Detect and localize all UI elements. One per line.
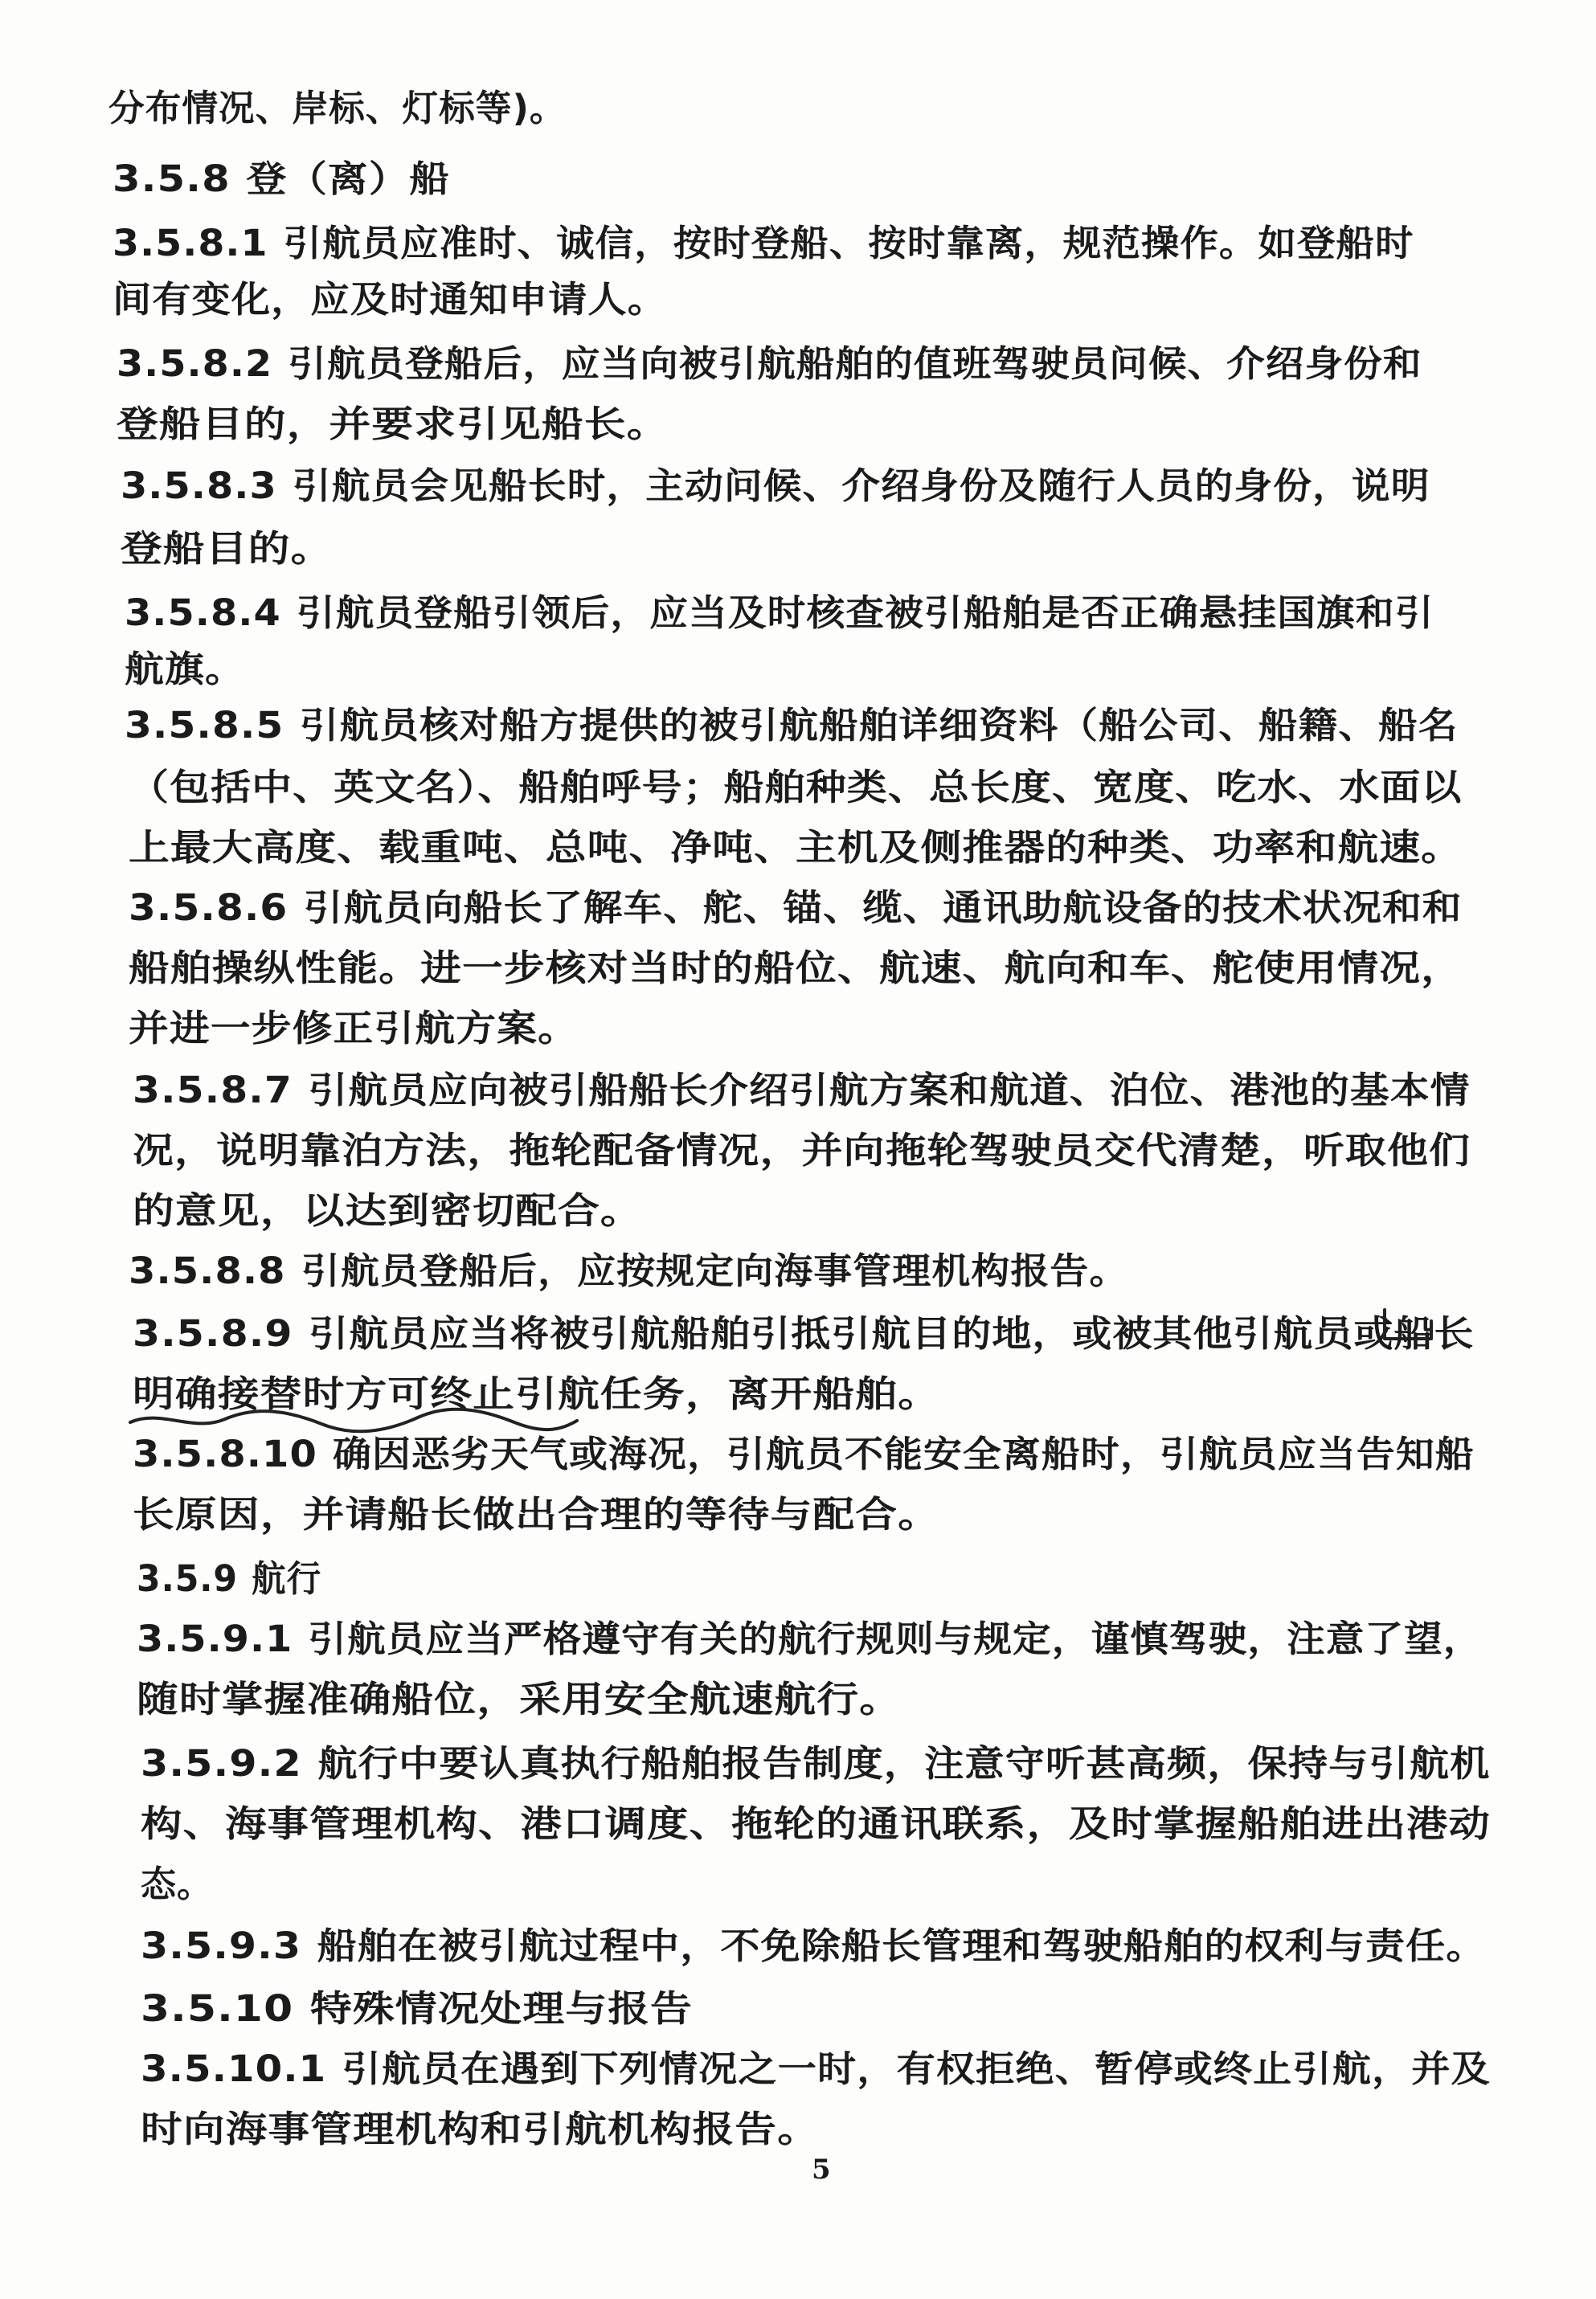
text-line xyxy=(137,1555,321,1603)
line-text: 航行 xyxy=(252,1557,322,1600)
text-line xyxy=(133,1066,1471,1115)
section-number: 3.5.8 xyxy=(113,157,231,200)
text-line xyxy=(108,84,567,133)
line-text: 航旗。 xyxy=(125,648,246,690)
text-line xyxy=(129,944,1463,992)
section-number: 3.5.9.1 xyxy=(137,1618,293,1660)
text-line xyxy=(141,1800,1491,1848)
line-text: 确因恶劣天气或海况，引航员不能安全离船时，引航员应当告知船 xyxy=(333,1433,1475,1475)
section-number: 3.5.8.2 xyxy=(117,342,273,385)
section-number: 3.5.10.1 xyxy=(141,2047,327,2090)
line-text: 航行中要认真执行船舶报告制度，注意守听甚高频，保持与引航机 xyxy=(317,1742,1491,1785)
line-text: 船舶操纵性能。进一步核对当时的船位、航速、航向和车、舵使用情况， xyxy=(129,947,1463,989)
text-line xyxy=(125,702,1459,750)
line-text: 引航员应准时、诚信，按时登船、按时靠离，规范操作。如登船时 xyxy=(283,222,1414,264)
text-line xyxy=(129,1004,579,1053)
text-line xyxy=(129,1247,1129,1295)
text-line xyxy=(133,1430,1475,1479)
section-number: 3.5.8.8 xyxy=(129,1250,286,1292)
line-text: 引航员登船后，应当向被引航船舶的值班驾驶员问候、介绍身份和 xyxy=(288,342,1422,385)
line-text: 引航员应当严格遵守有关的航行规则与规定，谨慎驾驶，注意了望， xyxy=(308,1618,1483,1660)
line-text: 分布情况、岸标、灯标等)。 xyxy=(108,87,567,129)
line-text: 引航员应向被引船船长介绍引航方案和航道、泊位、港池的基本情 xyxy=(308,1069,1471,1111)
line-text: 引航员会见船长时，主动问候、介绍身份及随行人员的身份，说明 xyxy=(292,464,1430,507)
section-number: 3.5.8.9 xyxy=(133,1312,293,1355)
text-line xyxy=(121,525,334,573)
text-line xyxy=(141,1985,693,2033)
line-text: 的意见，以达到密切配合。 xyxy=(133,1189,643,1232)
text-line xyxy=(141,2105,820,2154)
line-text: 明确接替时方可终止引航任务，离开船舶。 xyxy=(133,1372,941,1415)
line-text: 随时掌握准确船位，采用安全航速航行。 xyxy=(137,1678,902,1720)
section-number: 3.5.9.3 xyxy=(141,1925,302,1967)
line-text: 引航员登船引领后，应当及时核查被引船舶是否正确悬挂国旗和引 xyxy=(296,591,1434,634)
line-text: 船舶在被引航过程中，不免除船长管理和驾驶船舶的权利与责任。 xyxy=(317,1925,1487,1967)
text-line xyxy=(141,1740,1491,1788)
line-text: 况，说明靠泊方法，拖轮配备情况，并向拖轮驾驶员交代清楚，听取他们 xyxy=(133,1129,1471,1172)
text-line xyxy=(113,276,667,324)
page-number: 5 xyxy=(812,2154,831,2186)
text-line xyxy=(141,2045,1491,2093)
line-text: 登（离）船 xyxy=(246,157,451,200)
handwritten-bracket-mark xyxy=(1378,1302,1443,1350)
section-number: 3.5.9 xyxy=(137,1557,239,1600)
text-line xyxy=(133,1310,1475,1358)
text-line xyxy=(141,1922,1487,1970)
text-line xyxy=(121,462,1430,510)
line-text: 构、海事管理机构、港口调度、拖轮的通讯联系，及时掌握船舶进出港动 xyxy=(141,1802,1492,1845)
line-text: 登船目的，并要求引见船长。 xyxy=(117,403,669,445)
line-text: 引航员核对船方提供的被引航船舶详细资料（船公司、船籍、船名 xyxy=(299,704,1459,747)
section-number: 3.5.8.3 xyxy=(121,464,277,507)
handwritten-strike-mark xyxy=(129,1405,579,1437)
line-text: 上最大高度、载重吨、总吨、净吨、主机及侧推器的种类、功率和航速。 xyxy=(129,826,1463,869)
line-text: 引航员登船后，应按规定向海事管理机构报告。 xyxy=(301,1250,1129,1292)
line-text: 引航员在遇到下列情况之一时，有权拒绝、暂停或终止引航，并及 xyxy=(342,2047,1491,2090)
text-line xyxy=(133,1491,940,1539)
section-number: 3.5.9.2 xyxy=(141,1742,302,1785)
line-text: 时向海事管理机构和引航机构报告。 xyxy=(141,2108,821,2150)
text-line xyxy=(129,884,1463,932)
section-number: 3.5.8.6 xyxy=(129,886,289,929)
section-number: 3.5.8.10 xyxy=(133,1433,317,1475)
line-text: 并进一步修正引航方案。 xyxy=(129,1007,579,1049)
line-text: 特殊情况处理与报告 xyxy=(309,1987,694,2030)
text-line xyxy=(137,1615,1483,1663)
text-line xyxy=(113,155,450,203)
section-number: 3.5.8.1 xyxy=(113,222,268,264)
line-text: 登船目的。 xyxy=(121,527,334,570)
line-text: 长原因，并请船长做出合理的等待与配合。 xyxy=(133,1493,941,1536)
text-line xyxy=(137,1675,902,1724)
text-line xyxy=(129,824,1463,872)
text-line xyxy=(125,589,1434,637)
section-number: 3.5.10 xyxy=(141,1987,294,2030)
text-line xyxy=(141,1860,213,1908)
text-line xyxy=(125,645,245,693)
line-text: 态。 xyxy=(141,1863,214,1905)
line-text: 引航员应当将被引航船舶引抵引航目的地，或被其他引航员或船长 xyxy=(309,1312,1475,1355)
text-line xyxy=(129,763,1462,812)
section-number: 3.5.8.5 xyxy=(125,704,284,747)
line-text: 间有变化，应及时通知申请人。 xyxy=(113,278,668,321)
section-number: 3.5.8.7 xyxy=(133,1069,293,1111)
line-text: （包括中、英文名）、船舶呼号；船舶种类、总长度、宽度、吃水、水面以 xyxy=(129,766,1463,808)
text-line xyxy=(117,400,669,448)
line-text: 引航员向船长了解车、舵、锚、缆、通讯助航设备的技术状况和和 xyxy=(303,886,1463,929)
section-number: 3.5.8.4 xyxy=(125,591,281,634)
text-line xyxy=(117,340,1422,388)
text-line xyxy=(133,1187,643,1235)
text-line xyxy=(113,219,1414,268)
text-line xyxy=(133,1127,1471,1175)
